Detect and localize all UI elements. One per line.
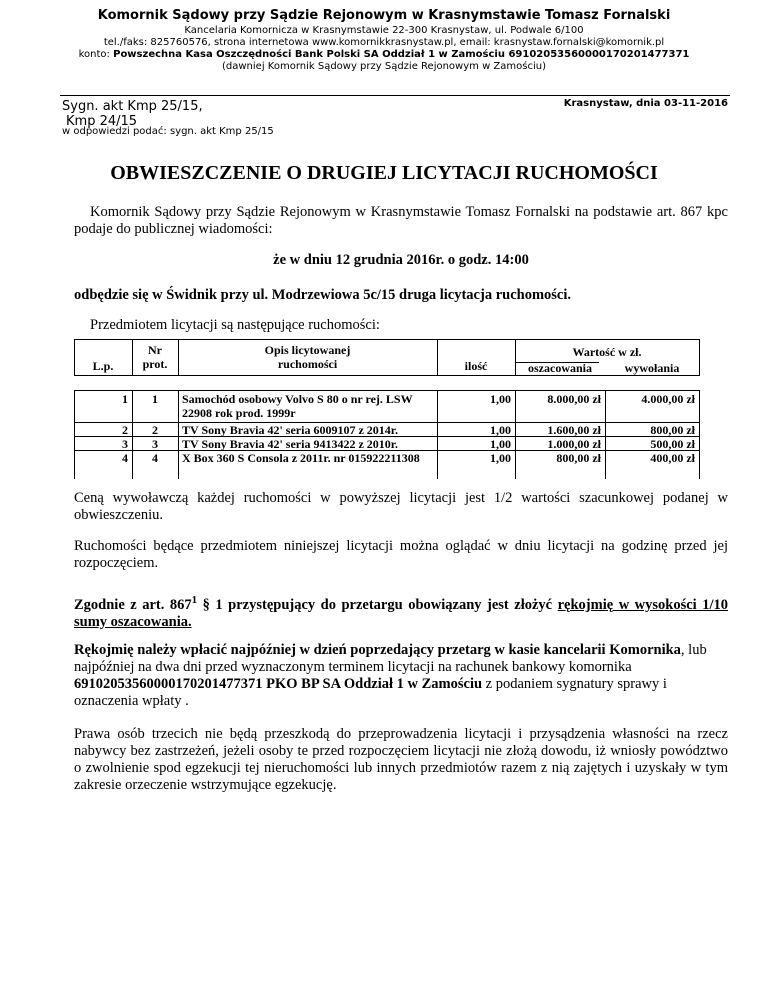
row-estimate: 8.000,00 zł <box>547 392 601 406</box>
row-lp: 2 <box>122 423 128 437</box>
auction-date: że w dniu 12 grudnia 2016r. o godz. 14:00 <box>273 252 529 268</box>
row-nr: 3 <box>152 437 158 451</box>
row-description: Samochód osobowy Volvo S 80 o nr rej. LSW 22908 rok prod. 1999r <box>182 392 413 420</box>
row-estimate: 800,00 zł <box>556 451 601 465</box>
header-nr: Nr <box>148 343 162 357</box>
case-signature-line1: Sygn. akt Kmp 25/15, <box>62 99 203 114</box>
header-divider <box>60 95 730 96</box>
row-quantity: 1,00 <box>490 437 511 451</box>
row-starting-price: 4.000,00 zł <box>641 392 695 406</box>
reply-reference: w odpowiedzi podać: sygn. akt Kmp 25/15 <box>62 126 274 137</box>
header-prot: prot. <box>142 357 168 371</box>
header-quantity: ilość <box>464 359 488 373</box>
table-border <box>699 339 700 376</box>
case-signature-line2: Kmp 24/15 <box>66 114 138 129</box>
account-label: konto: <box>78 49 114 60</box>
third-party-rights-note: Prawa osób trzecich nie będą przeszkodą do przeprowadzenia licytacji i przysądzenia własności na rzecz nabywcy bez zastrzeżeń, jeżeli osoby te przed rozpoczęciem licytacji nie złożą dowodu, iż wniosły powództwo o zwolnienie spod egzekucji tej nieruchomości lub innych przedmiotów razem z nią zajętych i uzyskały w tym zakresie orzeczenie wstrzymujące egzekucję. <box>74 726 728 793</box>
viewing-note: Ruchomości będące przedmiotem niniejszej licytacji można oglądać w dniu licytacji na godzinę przed jej rozpoczęciem. <box>74 538 728 571</box>
table-border <box>74 375 699 376</box>
row-lp: 4 <box>122 451 128 465</box>
row-lp: 3 <box>122 437 128 451</box>
deposit-sup: 1 <box>191 594 198 606</box>
price-note: Ceną wywoławczą każdej ruchomości w powyższej licytacji jest 1/2 wartości szacunkowej podanej w obwieszczeniu. <box>74 490 728 523</box>
payment-bold-1: Rękojmię należy wpłacić najpóźniej w dzień poprzedający przetarg w kasie kancelarii Komornika <box>74 642 681 658</box>
payment-instructions <box>74 642 728 710</box>
row-description: TV Sony Bravia 42' seria 6009107 z 2014r. <box>182 423 399 437</box>
row-starting-price: 400,00 zł <box>650 451 695 465</box>
header-starting-price: wywołania <box>624 361 680 375</box>
intro-paragraph: Komornik Sądowy przy Sądzie Rejonowym w Krasnymstawie Tomasz Fornalski na podstawie art. 867 kpc podaje do publicznej wiadomości: <box>74 204 728 237</box>
row-quantity: 1,00 <box>490 423 511 437</box>
payment-normal-1: , lub najpóźniej na dwa dni przed wyznaczonym terminem licytacji na rachunek bankowy komornika <box>74 642 707 675</box>
former-office-note: (dawniej Komornik Sądowy przy Sądzie Rejonowym w Zamościu) <box>222 61 546 72</box>
case-signature <box>62 99 203 129</box>
deposit-amount: rękojmię w wysokości 1/10 sumy oszacowania. <box>74 596 729 630</box>
bank-account-line <box>40 49 728 60</box>
row-lp: 1 <box>122 392 128 406</box>
subject-intro: Przedmiotem licytacji są następujące ruchomości: <box>90 317 380 333</box>
bailiff-title: Komornik Sądowy przy Sądzie Rejonowym w Krasnymstawie Tomasz Fornalski <box>97 8 671 23</box>
row-starting-price: 800,00 zł <box>650 423 695 437</box>
row-nr: 4 <box>152 451 158 465</box>
auction-location: odbędzie się w Świdnik przy ul. Modrzewiowa 5c/15 druga licytacja ruchomości. <box>74 287 572 303</box>
header-description: Opis licytowanej <box>264 343 351 357</box>
header-lp: L.p. <box>92 359 114 373</box>
page-title: OBWIESZCZENIE O DRUGIEJ LICYTACJI RUCHOMOŚCI <box>110 162 658 184</box>
row-estimate: 1.000,00 zł <box>547 437 601 451</box>
header-description-2: ruchomości <box>277 357 338 371</box>
deposit-middle: § 1 przystępujący do przetargu obowiązany jest złożyć <box>202 596 558 613</box>
row-nr: 1 <box>152 392 158 406</box>
row-estimate: 1.600,00 zł <box>547 423 601 437</box>
header-estimate: oszacowania <box>528 361 592 375</box>
header-value: Wartość w zł. <box>572 345 642 359</box>
table-border <box>74 339 699 340</box>
row-description: X Box 360 S Consola z 2011r. nr 015922211308 <box>182 451 420 465</box>
row-quantity: 1,00 <box>490 451 511 465</box>
table-border <box>699 390 700 479</box>
payment-normal-2: z podaniem sygnatury sprawy i oznaczenia wpłaty . <box>74 676 667 709</box>
row-starting-price: 500,00 zł <box>650 437 695 451</box>
deposit-requirement <box>74 592 728 631</box>
payment-account: 69102053560000170201477371 PKO BP SA Oddział 1 w Zamościu <box>74 676 483 692</box>
row-nr: 2 <box>152 423 158 437</box>
document-date: Krasnystaw, dnia 03-11-2016 <box>563 98 728 109</box>
account-value: Powszechna Kasa Oszczędności Bank Polski SA Oddział 1 w Zamościu 69102053560000170201477371 <box>113 49 690 60</box>
contact-line: tel./faks: 825760576, strona internetowa www.komornikkrasnystaw.pl, email: krasnystaw.fornalski@komornik.pl <box>103 37 665 48</box>
row-quantity: 1,00 <box>490 392 511 406</box>
office-address: Kancelaria Komornicza w Krasnymstawie 22-300 Krasnystaw, ul. Podwale 6/100 <box>184 25 584 36</box>
deposit-prefix: Zgodnie z art. 867 <box>74 596 192 613</box>
row-description: TV Sony Bravia 42' seria 9413422 z 2010r. <box>182 437 399 451</box>
table-border <box>178 390 179 479</box>
